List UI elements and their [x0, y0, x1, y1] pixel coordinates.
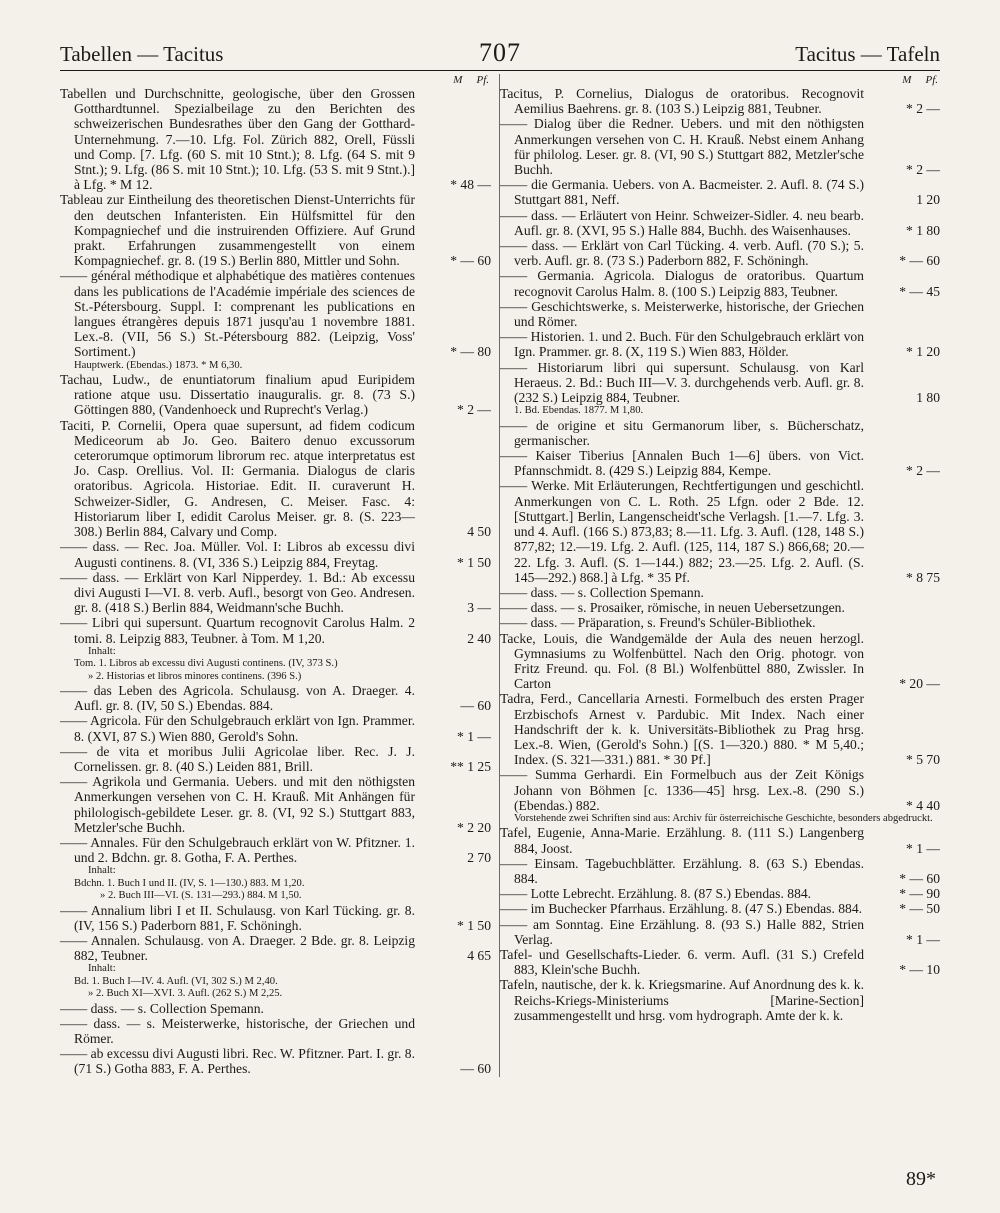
entry-text: —— dass. — s. Collection Spemann.: [60, 1000, 264, 1016]
catalog-entry: [500, 478, 940, 584]
entry-price: * 1 50: [457, 917, 491, 933]
catalog-entry: [500, 917, 940, 947]
entry-price: * 5 70: [906, 752, 940, 768]
entry-price: * 48 —: [450, 177, 491, 193]
entry-text: —— Annales. Für den Schulgebrauch erklärt von W. Pfitzner. 1. und 2. Bdchn. gr. 8. Gotha, F. A. Perthes.: [60, 834, 415, 866]
left-entry-list: [60, 86, 491, 1077]
entry-text: —— Historien. 1. und 2. Buch. Für den Schulgebrauch erklärt von Ign. Prammer. gr. 8. (X, 119 S.) Wien 883, Hölder.: [500, 329, 864, 360]
entry-price: * 1 —: [457, 728, 491, 744]
entry-text: —— dass. — s. Collection Spemann.: [500, 584, 704, 600]
entry-text: —— général méthodique et alphabétique des matières contenues dans les publications de l'Académie impériale des sciences de St.-Pétersbourg. Suppl. I: comprenant les publications en langues étrangères depuis 1871 jusqu'au 1 novembre 1881. Lex.-8. (VII, 56 S.) St.-Pétersbourg 882. (Leipzig, Voss' Sortiment.): [60, 268, 415, 360]
entry-price: * 20 —: [899, 676, 940, 692]
catalog-entry: [60, 615, 491, 645]
page-number: 707: [479, 38, 521, 67]
entry-text: —— Libri qui supersunt. Quartum recognovit Carolus Halm. 2 tomi. 8. Leipzig 883, Teubner. à Tom. M 1,20.: [60, 615, 415, 646]
entry-price: 2 40: [467, 630, 491, 646]
catalog-entry: [500, 329, 940, 359]
entry-text: Tachau, Ludw., de enuntiatorum finalium apud Euripidem ratione atque usu. Dissertatio inauguralis. gr. 8. (73 S.) Göttingen 880, (Vandenhoeck und Ruprecht's Verlag.): [60, 372, 415, 418]
entry-text: —— Agricola. Für den Schulgebrauch erklärt von Ign. Prammer. 8. (XVI, 87 S.) Wien 880, Gerold's Sohn.: [60, 713, 415, 744]
catalog-entry: [500, 691, 940, 767]
catalog-entry: [500, 977, 940, 1023]
catalog-entry: [500, 600, 940, 615]
right-entry-list: [500, 86, 940, 1023]
entry-price: 4 50: [467, 524, 491, 540]
entry-text: —— dass. — Erklärt von Karl Nipperdey. 1. Bd.: Ab excessu divi Augusti I—VI. 8. verb. Aufl., besorgt von Geo. Andresen. gr. 8. (418 S.) Berlin 884, Weidmann'sche Buchh.: [60, 569, 415, 616]
entry-price: * — 10: [899, 962, 940, 978]
catalog-entry: [60, 744, 491, 774]
entry-price: * — 90: [899, 886, 940, 902]
entry-price: — 60: [460, 698, 491, 714]
entry-text: Tafel- und Gesellschafts-Lieder. 6. verm. Aufl. (31 S.) Crefeld 883, Klein'sche Buchh.: [500, 946, 864, 978]
entry-subnote: Tom. 1. Libros ab excessu divi Augusti continens. (IV, 373 S.): [74, 658, 338, 670]
entry-price: * 1 80: [906, 222, 940, 238]
catalog-entry: [500, 418, 940, 448]
entry-price: * 2 —: [906, 101, 940, 117]
entry-price: 4 65: [467, 948, 491, 964]
catalog-entry: [60, 1001, 491, 1016]
catalog-entry: [500, 825, 940, 855]
entry-text: —— dass. — Erläutert von Heinr. Schweizer-Sidler. 4. neu bearb. Aufl. gr. 8. (XVI, 95 S.) Halle 884, Buchh. des Waisenhauses.: [500, 207, 864, 238]
entry-text: —— im Buchecker Pfarrhaus. Erzählung. 8. (47 S.) Ebendas. 884.: [500, 901, 863, 917]
entry-text: Tadra, Ferd., Cancellaria Arnesti. Formelbuch des ersten Prager Erzbischofs Arnest v. Pardubic. Mit Index. Nach einer Handschrift der k. k. Universitäts-Bibliothek zu Prag hrsg. Lex.-8. Wien, (Gerold's Sohn.) [(S. 1—320.) 880. * M 5,40.; Index. (S. 321—331.) 881. * 30 Pf.]: [500, 691, 864, 768]
catalog-entry: [500, 448, 940, 478]
pf-unit: Pf.: [925, 74, 938, 86]
entry-price: 3 —: [467, 600, 491, 616]
entry-price: 1 20: [916, 192, 940, 208]
entry-subnote: » 2. Buch XI—XVI. 3. Aufl. (262 S.) M 2,25.: [88, 988, 283, 1000]
entry-subnote: Inhalt:: [88, 963, 116, 975]
catalog-entry: [500, 947, 940, 977]
pf-unit: Pf.: [476, 74, 489, 86]
catalog-entry: [60, 903, 491, 933]
catalog-entry: [500, 360, 940, 406]
entry-price: * — 60: [450, 253, 491, 269]
entry-subnote: Bdchn. 1. Buch I und II. (IV, S. 1—130.) 883. M 1,20.: [74, 877, 305, 889]
entry-text: —— de origine et situ Germanorum liber, s. Bücherschatz, germanischer.: [500, 417, 864, 448]
entry-text: —— Einsam. Tagebuchblätter. Erzählung. 8. (63 S.) Ebendas. 884.: [500, 855, 864, 886]
catalog-entry: [60, 539, 491, 569]
entry-text: —— Annalium libri I et II. Schulausg. von Karl Tücking. gr. 8. (IV, 156 S.) Paderborn 881, F. Schöningh.: [60, 902, 415, 933]
entry-text: —— die Germania. Uebers. von A. Bacmeister. 2. Aufl. 8. (74 S.) Stuttgart 881, Neff.: [500, 177, 864, 208]
catalog-entry: [60, 713, 491, 743]
catalog-entry: [500, 238, 940, 268]
entry-text: —— dass. — s. Meisterwerke, historische, der Griechen und Römer.: [60, 1015, 415, 1047]
entry-text: Tafel, Eugenie, Anna-Marie. Erzählung. 8. (111 S.) Langenberg 884, Joost.: [500, 825, 864, 856]
entry-text: —— dass. — Erklärt von Carl Tücking. 4. verb. Aufl. (70 S.); 5. verb. Aufl. gr. 8. (73 S.) Paderborn 882, F. Schöningh.: [500, 238, 864, 269]
catalog-entry: [500, 268, 940, 298]
catalog-entry: [60, 933, 491, 963]
entry-text: —— Dialog über die Redner. Uebers. und mit den nöthigsten Anmerkungen versehen von C. H. Krauß. Nebst einem Anhang für philolog. Leser. gr. 8. (VI, 90 S.) Stuttgart 882, Metzler'sche Buchh.: [500, 116, 864, 178]
signature-mark: 89*: [906, 1168, 936, 1190]
catalog-entry: [500, 585, 940, 600]
entry-price: * 2 20: [457, 819, 491, 835]
catalog-entry: [500, 86, 940, 116]
entry-text: —— ab excessu divi Augusti libri. Rec. W. Pfitzner. Part. I. gr. 8. (71 S.) Gotha 883, F. A. Perthes.: [60, 1046, 415, 1077]
entry-text: Tafeln, nautische, der k. k. Kriegsmarine. Auf Anordnung des k. k. Reichs-Kriegs-Ministeriums [Marine-Section] zusammengestellt und hrsg. vom hydrograph. Amte der k. k.: [500, 977, 864, 1023]
entry-subnote: 1. Bd. Ebendas. 1877. M 1,80.: [514, 405, 644, 417]
entry-text: Tabellen und Durchschnitte, geologische, über den Grossen Gotthardtunnel. Spezialbeilage zu den Berichten des schweizerischen Bundesrathes über den Gang der Gotthard-Unternehmung. 7.—10. Lfg. Fol. Zürich 882, Orell, Füssli und Comp. [7. Lfg. (60 S. mit 10 Stnt.); 8. Lfg. (64 S. mit 9 Stnt.); 9. Lfg. (86 S. mit 10 Stnt.); 10. Lfg. (53 S. mit 9 Stnt.).] à Lfg. * M 12.: [60, 86, 415, 193]
entry-price: * 1 50: [457, 554, 491, 570]
entry-subnote: Hauptwerk. (Ebendas.) 1873. * M 6,30.: [74, 359, 243, 371]
entry-text: —— Werke. Mit Erläuterungen, Rechtfertigungen und geschichtl. Anmerkungen von C. L. Roth. 25 Lfgn. oder 2 Bde. 12. [Stuttgart.] Berlin, Langenscheidt'sche Verlagsh. [1.—7. Lfg. 3. und 4. Aufl. (166 S.) 873,83; 8.—11. Lfg. 3. Aufl. (128, 148 S.) 877,82; 12.—19. Lfg. 2. Aufl. (125, 114, 187 S.) 866,68; 20.—22. Lfg. 3. Aufl. (S. 1—144.) 882; 23.—25. Lfg. 2. Aufl. (S. 145—292.) 868.] à Lfg. * 35 Pf.: [500, 478, 864, 585]
catalog-entry: [60, 835, 491, 865]
catalog-entry: [500, 886, 940, 901]
currency-units-left: [60, 74, 491, 86]
entry-text: —— Annalen. Schulausg. von A. Draeger. 2 Bde. gr. 8. Leipzig 882, Teubner.: [60, 933, 415, 964]
right-column: [500, 74, 940, 1023]
catalog-entry: [500, 901, 940, 916]
entry-text: Taciti, P. Cornelii, Opera quae supersunt, ad fidem codicum Mediceorum ab Jo. Geo. Baitero denuo excussorum ceterorumque optimorum librorum rec. atque interpretatus est Jo. Casp. Orellius. Vol. II: Germania. Dialogus de claris oratoribus. Agricola. Historiae. Edit. II. curaverunt H. Schweizer-Sidler, G. Andresen, C. Meiser. Fasc. 4: Historiarum liber I, edidit Carolus Meiser. gr. 8. (S. 223—308.) Berlin 884, Calvary und Comp.: [60, 417, 415, 540]
entry-text: Tacitus, P. Cornelius, Dialogus de oratoribus. Recognovit Aemilius Baehrens. gr. 8. (103 S.) Leipzig 881, Teubner.: [500, 86, 864, 117]
catalog-entry: [500, 177, 940, 207]
entry-text: —— dass. — s. Prosaiker, römische, in neuen Uebersetzungen.: [500, 600, 845, 616]
entry-price: * 1 —: [906, 931, 940, 947]
entry-subnote: » 2. Historias et libros minores continens. (396 S.): [88, 670, 302, 682]
entry-price: * 1 20: [906, 344, 940, 360]
left-column: [60, 74, 500, 1077]
entry-price: * 8 75: [906, 569, 940, 585]
entry-price: ** 1 25: [450, 758, 491, 774]
mark-unit: M: [902, 74, 912, 86]
mark-unit: M: [453, 74, 463, 86]
entry-text: —— dass. — Präparation, s. Freund's Schüler-Bibliothek.: [500, 615, 816, 631]
entry-text: —— Lotte Lebrecht. Erzählung. 8. (87 S.) Ebendas. 884.: [500, 886, 812, 902]
page-header: [60, 38, 940, 71]
catalog-entry: [60, 192, 491, 268]
catalog-entry: [60, 372, 491, 418]
entry-subnote: Inhalt:: [88, 645, 116, 657]
entry-price: * 2 —: [906, 162, 940, 178]
catalog-entry: [60, 1046, 491, 1076]
catalog-entry: [60, 1016, 491, 1046]
running-head-right: Tacitus — Tafeln: [795, 42, 940, 66]
entry-price: 1 80: [916, 390, 940, 406]
entry-price: * 4 40: [906, 797, 940, 813]
entry-text: —— Kaiser Tiberius [Annalen Buch 1—6] übers. von Vict. Pfannschmidt. 8. (429 S.) Leipzig 884, Kempe.: [500, 448, 864, 479]
entry-text: —— das Leben des Agricola. Schulausg. von A. Draeger. 4. Aufl. gr. 8. (IV, 50 S.) Ebendas. 884.: [60, 682, 415, 714]
entry-text: —— am Sonntag. Eine Erzählung. 8. (93 S.) Halle 882, Strien Verlag.: [500, 916, 864, 947]
catalog-entry: [500, 767, 940, 813]
catalog-entry: [500, 208, 940, 238]
entry-subnote: Inhalt:: [88, 865, 116, 877]
currency-units-right: [500, 74, 940, 86]
entry-price: * — 50: [899, 901, 940, 917]
running-head-left: Tabellen — Tacitus: [60, 42, 224, 66]
entry-subnote: Vorstehende zwei Schriften sind aus: Archiv für österreichische Geschichte, besonders abgedruckt.: [514, 812, 933, 824]
entry-price: * — 60: [899, 870, 940, 886]
catalog-entry: [60, 774, 491, 835]
catalog-entry: [500, 299, 940, 329]
entry-text: —— Historiarum libri qui supersunt. Schulausg. von Karl Heraeus. 2. Bd.: Buch III—V. 3. durchgehends verb. Aufl. gr. 8. (232 S.) Leipzig 884, Teubner.: [500, 359, 864, 406]
entry-text: Tableau zur Eintheilung des theoretischen Dienst-Unterrichts für den deutschen Infanteristen. Ein Hülfsmittel für den Kompagniechef und die instruirenden Offiziere. Auf Grund prakt. Erfahrungen zusammengestellt von einem Kompagniechef. gr. 8. (19 S.) Berlin 880, Mittler und Sohn.: [60, 192, 415, 269]
entry-text: —— Geschichtswerke, s. Meisterwerke, historische, der Griechen und Römer.: [500, 298, 864, 330]
catalog-entry: [500, 631, 940, 692]
entry-subnote: Bd. 1. Buch I—IV. 4. Aufl. (VI, 302 S.) M 2,40.: [74, 975, 278, 987]
entry-text: —— Summa Gerhardi. Ein Formelbuch aus der Zeit Königs Johann von Böhmen [c. 1336—45] hrsg. Lex.-8. (290 S.) (Ebendas.) 882.: [500, 767, 864, 813]
catalog-entry: [60, 570, 491, 616]
entry-price: 2 70: [467, 850, 491, 866]
catalog-entry: [500, 615, 940, 630]
entry-price: * — 60: [899, 253, 940, 269]
entry-price: * 2 —: [906, 463, 940, 479]
entry-text: —— Agrikola und Germania. Uebers. und mit den nöthigsten Anmerkungen versehen von C. H. Krauß. Mit Anhängen für philologisch-gebildete Leser. gr. 8. (VI, 92 S.) Stuttgart 883, Metzler'sche Buchh.: [60, 774, 415, 835]
catalog-entry: [60, 268, 491, 359]
entry-text: Tacke, Louis, die Wandgemälde der Aula des neuen herzogl. Gymnasiums zu Wolfenbüttel. Nach den Orig. photogr. von Fritz Freund. qu. Fol. (8 Bl.) Wolfenbüttel 880, Zwissler. In Carton: [500, 630, 864, 692]
entry-text: —— de vita et moribus Julii Agricolae liber. Rec. J. J. Cornelissen. gr. 8. (40 S.) Leiden 881, Brill.: [60, 743, 415, 774]
catalog-entry: [500, 116, 940, 177]
entry-price: * — 80: [450, 344, 491, 360]
entry-price: * — 45: [899, 283, 940, 299]
catalog-entry: [500, 856, 940, 886]
entry-text: —— Germania. Agricola. Dialogus de oratoribus. Quartum recognovit Carolus Halm. 8. (100 S.) Leipzig 883, Teubner.: [500, 268, 864, 299]
catalog-entry: [60, 683, 491, 713]
entry-text: —— dass. — Rec. Joa. Müller. Vol. I: Libros ab excessu divi Augusti continens. 8. (VI, 336 S.) Leipzig 884, Freytag.: [60, 539, 415, 570]
catalog-entry: [60, 86, 491, 192]
entry-price: — 60: [460, 1061, 491, 1077]
catalog-entry: [60, 418, 491, 540]
entry-price: * 2 —: [457, 402, 491, 418]
entry-subnote: » 2. Buch III—VI. (S. 131—293.) 884. M 1,50.: [100, 890, 302, 902]
entry-price: * 1 —: [906, 840, 940, 856]
